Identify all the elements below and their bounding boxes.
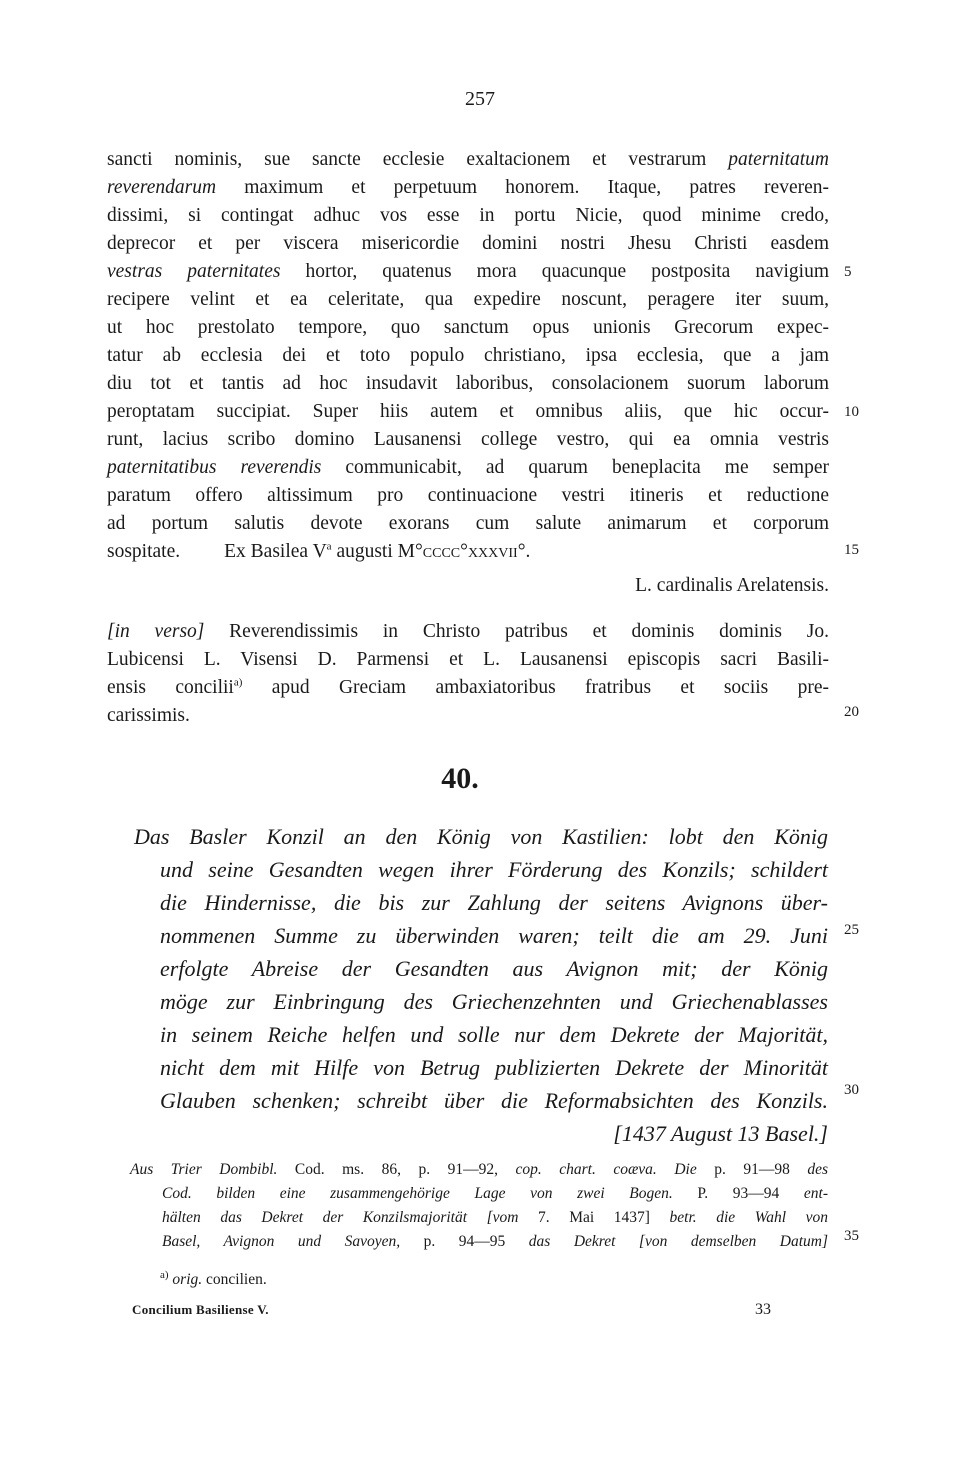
document-number: 40. bbox=[441, 762, 479, 795]
letter-line: dissimi, si contingat adhuc vos esse in portu Nicie, quod minime credo, bbox=[107, 205, 829, 226]
regest-line: nommenen Summe zu überwinden waren; teilt die am 29. Juni bbox=[160, 923, 828, 948]
letter-line: recipere velint et ea celeritate, qua expedire noscunt, peragere iter suum, bbox=[107, 289, 829, 310]
letter-line: deprecor et per viscera misericordie domini nostri Jhesu Christi easdem bbox=[107, 233, 829, 254]
regest-line: und seine Gesandten wegen ihrer Förderung des Konzils; schildert bbox=[160, 857, 828, 882]
regest-line: nicht dem mit Hilfe von Betrug publizierten Dekrete der Minorität bbox=[160, 1055, 828, 1080]
regest-line: die Hindernisse, die bis zur Zahlung der seitens Avignons über- bbox=[160, 890, 828, 915]
letter-line: paternitatibus reverendis communicabit, ad quarum beneplacita me semper bbox=[107, 457, 830, 478]
letter-line: sancti nominis, sue sancte ecclesie exaltacionem et vestrarum paternitatum bbox=[107, 149, 829, 170]
line-number: 25 bbox=[844, 922, 859, 938]
regest-line: Das Basler Konzil an den König von Kastilien: lobt den König bbox=[134, 824, 828, 849]
page-number: 257 bbox=[465, 88, 495, 110]
letter-line: peroptatam succipiat. Super hiis autem et omnibus aliis, que hic occur- bbox=[107, 401, 829, 422]
dating-line: sospitate. Ex Basilea $V^a$ augusti M°cccc°xxxvii°. bbox=[107, 540, 531, 562]
verso-line: [in verso] Reverendissimis in Christo patribus et dominis dominis Jo. bbox=[107, 621, 829, 642]
regest-line: möge zur Einbringung des Griechenzehnten und Griechenablasses bbox=[160, 989, 828, 1014]
letter-signature: L. cardinalis Arelatensis. bbox=[635, 575, 829, 596]
line-number: 20 bbox=[844, 704, 859, 720]
source-line: hälten das Dekret der Konzilsmajorität [vom 7. Mai 1437] betr. die Wahl von bbox=[162, 1209, 828, 1226]
letter-line: ut hoc prestolato tempore, quo sanctum opus unionis Grecorum expec- bbox=[107, 317, 829, 338]
line-number: 15 bbox=[844, 542, 859, 558]
letter-line: paratum offero altissimum pro continuacione vestri itineris et reductione bbox=[107, 485, 829, 506]
letter-line: tatur ab ecclesia dei et toto populo christiano, ipsa ecclesia, que a jam bbox=[107, 345, 829, 366]
line-number: 35 bbox=[844, 1228, 859, 1244]
verso-line: carissimis. bbox=[107, 705, 190, 726]
source-line: Cod. bilden eine zusammengehörige Lage von zwei Bogen. P. 93—94 ent- bbox=[162, 1185, 828, 1202]
letter-line: reverendarum maximum et perpetuum honorem. Itaque, patres reveren- bbox=[107, 177, 829, 198]
document-date: [1437 August 13 Basel.] bbox=[613, 1121, 828, 1146]
regest-line: in seinem Reiche helfen und solle nur dem Dekrete der Majorität, bbox=[160, 1022, 828, 1047]
letter-line: ad portum salutis devote exorans cum salute animarum et corporum bbox=[107, 513, 829, 534]
letter-line: diu tot et tantis ad hoc insudavit laboribus, consolacionem suorum laborum bbox=[107, 373, 829, 394]
verso-line: Lubicensi L. Visensi D. Parmensi et L. Lausanensi episcopis sacri Basili- bbox=[107, 649, 829, 670]
source-line: Aus Trier Dombibl. Cod. ms. 86, p. 91—92, cop. chart. coæva. Die p. 91—98 des bbox=[130, 1161, 829, 1178]
letter-line: runt, lacius scribo domino Lausanensi college vestro, qui ea omnia vestris bbox=[107, 429, 829, 450]
regest-line: Glauben schenken; schreibt über die Reformabsichten des Konzils. bbox=[160, 1088, 828, 1113]
footnote: $^{a)}$ orig. concilien. bbox=[160, 1268, 267, 1288]
line-number: 5 bbox=[844, 264, 852, 280]
verso-line: ensis concilii$^{a)}$ apud Greciam ambaxiatoribus fratribus et sociis pre- bbox=[107, 676, 829, 698]
line-number: 10 bbox=[844, 404, 859, 420]
regest-line: erfolgte Abreise der Gesandten aus Avignon mit; der König bbox=[160, 956, 828, 981]
signature-title: Concilium Basiliense V. bbox=[132, 1302, 269, 1317]
signature-number: 33 bbox=[755, 1301, 771, 1318]
letter-line: vestras paternitates hortor, quatenus mora quacunque postposita navigium bbox=[107, 261, 830, 282]
source-line: Basel, Avignon und Savoyen, p. 94—95 das Dekret [von demselben Datum] bbox=[162, 1233, 829, 1250]
line-number: 30 bbox=[844, 1082, 859, 1098]
